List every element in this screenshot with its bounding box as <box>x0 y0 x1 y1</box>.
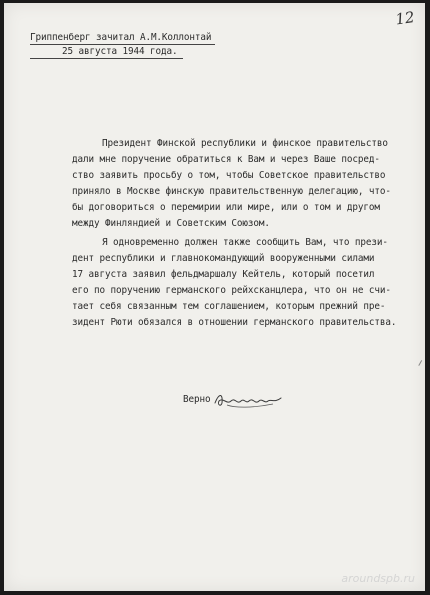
closing-word: Верно <box>183 394 211 405</box>
text-line: между Финляндией и Советским Союзом. <box>72 218 270 229</box>
folio-number: 12 <box>394 8 416 29</box>
text-line: тает себя связанным тем соглашением, которым прежний пре- <box>72 301 386 312</box>
signature-block <box>183 389 283 411</box>
document-body <box>72 136 417 334</box>
text-line: дали мне поручение обратиться к Вам и через Ваше посред- <box>72 154 380 165</box>
text-line: 17 августа заявил фельдмаршалу Кейтель, который посетил <box>72 269 375 280</box>
text-line: Президент Финской республики и финское правительство <box>102 138 388 149</box>
document-header <box>30 31 215 59</box>
text-line: дент республики и главнокомандующий вооруженными силами <box>72 253 375 264</box>
paragraph-1 <box>72 136 417 232</box>
header-line-2: 25 августа 1944 года. <box>30 45 183 59</box>
text-line: ство заявить просьбу о том, чтобы Советское правительство <box>72 170 386 181</box>
text-line: бы договориться о перемирии или мире, или о том и другом <box>72 202 380 213</box>
paragraph-2 <box>72 235 417 331</box>
text-line: Я одновременно должен также сообщить Вам, что прези- <box>102 237 388 248</box>
text-line: его по поручению германского рейхсканцлера, что он не счи- <box>72 285 391 296</box>
handwritten-signature <box>213 389 283 411</box>
document-page <box>4 3 425 591</box>
margin-mark <box>415 358 422 366</box>
watermark: aroundspb.ru <box>341 572 415 585</box>
header-line-1: Гриппенберг зачитал А.М.Коллонтай <box>30 31 215 45</box>
text-line: приняло в Москве финскую правительственную делегацию, что- <box>72 186 391 197</box>
text-line: зидент Рюти обязался в отношении германского правительства. <box>72 317 397 328</box>
